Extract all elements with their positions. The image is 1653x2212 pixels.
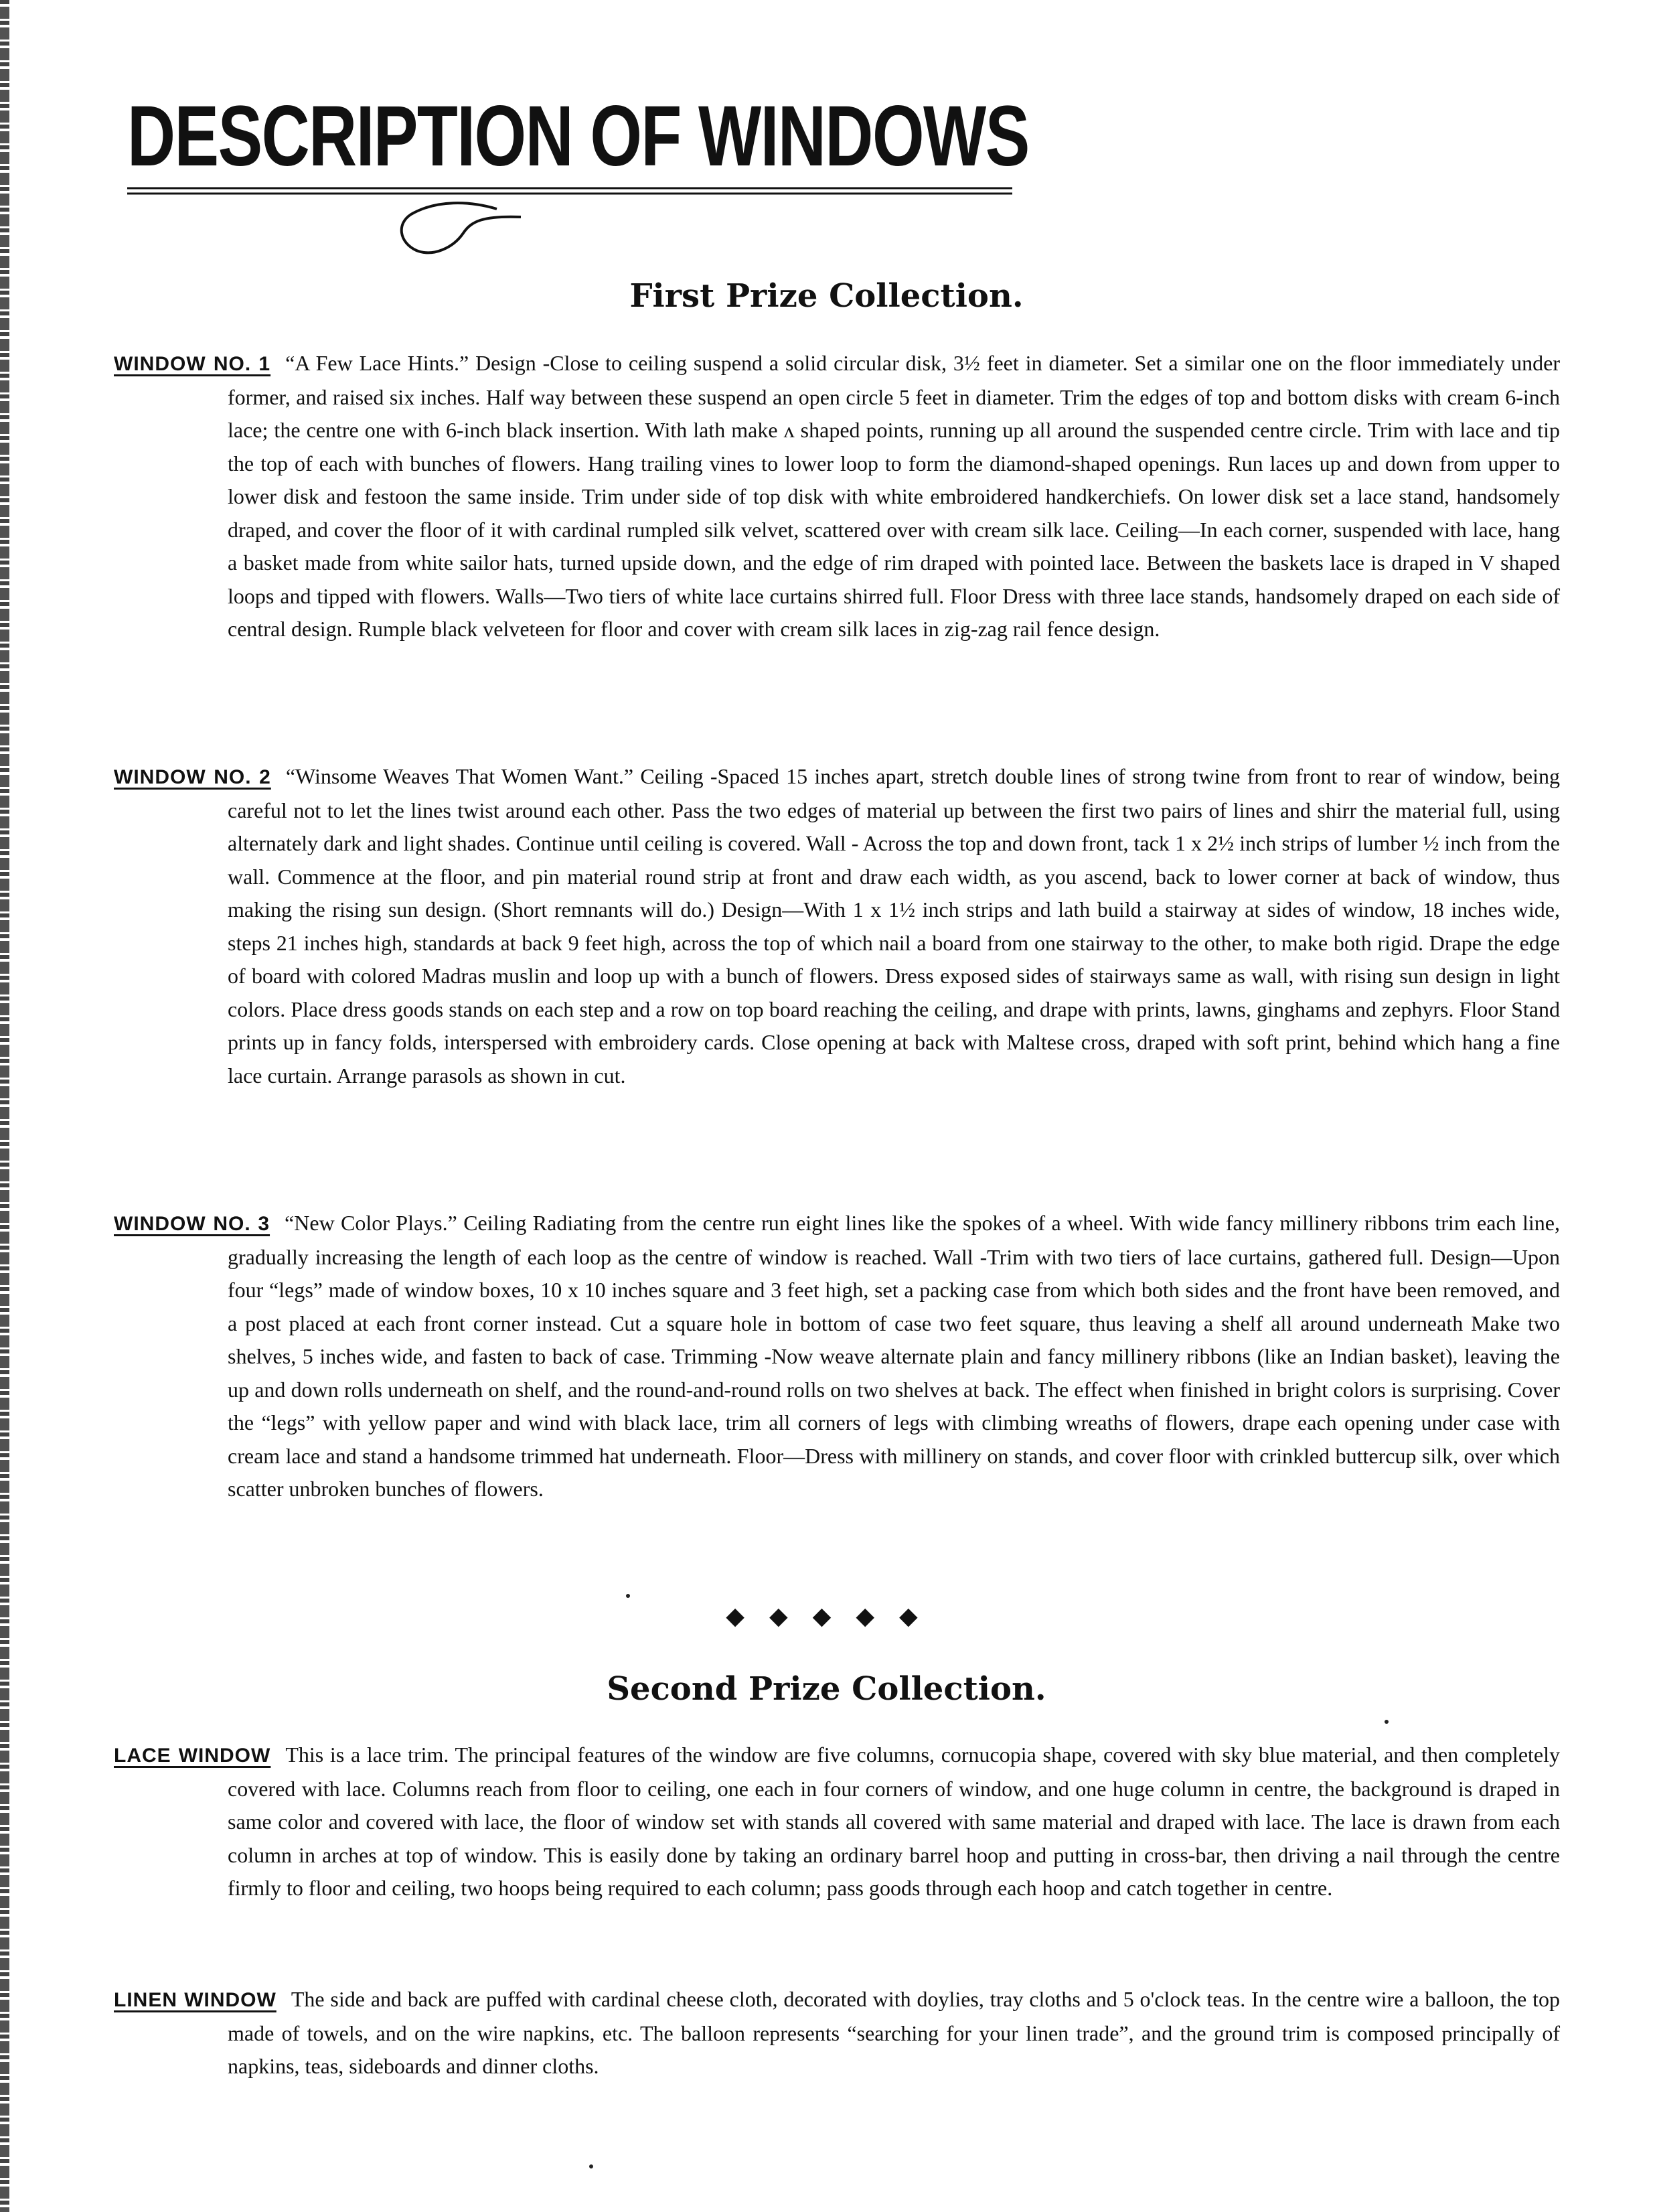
stray-dot xyxy=(589,2164,593,2168)
entry-label: WINDOW NO. 1 xyxy=(114,353,271,375)
section-heading-second-prize: Second Prize Collection. xyxy=(607,1670,1046,1708)
section-divider-ornament: ◆ ◆ ◆ ◆ ◆ xyxy=(726,1603,927,1629)
entry-label: LACE WINDOW xyxy=(114,1745,271,1767)
entry-text: This is a lace trim. The principal features of the window are five columns, cornucopia shape, covered with sky blue material, and then completely covered with lace. Columns reach from floor to ceiling, one each in four corners of window, and one huge column in centre, the background is draped in same color and covered with lace, the floor of window set with stands all covered with same material and draped with lace. The lace is drawn from each column in arches at top of window. This is easily done by taking an ordinary barrel hoop and putting in cross-bar, then driving a nail through the centre firmly to floor and ceiling, two hoops being required to each column; pass goods through each hoop and catch together in centre. xyxy=(228,1743,1561,1900)
entry-label: LINEN WINDOW xyxy=(114,1989,277,2011)
entry-label: WINDOW NO. 3 xyxy=(114,1213,270,1235)
page-title: DESCRIPTION OF WINDOWS xyxy=(127,88,1029,184)
window-entry-1 xyxy=(114,347,1560,646)
page-edge-scan-artifact xyxy=(0,0,9,2212)
window-entry-2 xyxy=(114,760,1560,1092)
entry-text: “New Color Plays.” Ceiling Radiating from the centre run eight lines like the spokes of a wheel. With wide fancy millinery ribbons trim each line, gradually increasing the length of each loop as the centre of window is reached. Wall -Trim with two tiers of lace curtains, gathered full. Design—Upon four “legs” made of window boxes, 10 x 10 inches square and 3 feet high, set a packing case from which both sides and the front have been removed, and a post placed at each front corner instead. Cut a square hole in bottom of case two feet square, thus leaving a shelf all around underneath Make two shelves, 5 inches wide, and fasten to back of case. Trimming -Now weave alternate plain and fancy millinery ribbons (like an Indian basket), leaving the up and down rolls underneath on shelf, and the round-and-round rolls on two shelves at back. The effect when finished in bright colors is surprising. Cover the “legs” with yellow paper and wind with black lace, trim all corners of legs with climbing wreaths of flowers, drape each opening under case with cream lace and stand a handsome trimmed hat underneath. Floor—Dress with millinery on stands, and cover floor with crinkled buttercup silk, over which scatter unbroken bunches of flowers. xyxy=(228,1211,1560,1501)
section-heading-first-prize: First Prize Collection. xyxy=(629,277,1024,315)
linen-window-entry xyxy=(114,1983,1560,2083)
lace-window-entry xyxy=(114,1739,1560,1905)
entry-text: The side and back are puffed with cardinal cheese cloth, decorated with doylies, tray cloths and 5 o'clock teas. In the centre wire a balloon, the top made of towels, and on the wire napkins, etc. The balloon represents “searching for your linen trade”, and the ground trim is composed principally of napkins, teas, sideboards and dinner cloths. xyxy=(228,1987,1561,2078)
flourish-ornament-icon xyxy=(396,194,524,261)
window-entry-3 xyxy=(114,1207,1560,1506)
title-underline xyxy=(127,186,1012,198)
stray-dot xyxy=(626,1594,630,1598)
entry-text: “A Few Lace Hints.” Design -Close to ceiling suspend a solid circular disk, 3½ feet in diameter. Set a similar one on the floor immediately under former, and raised six inches. Half way between these suspend an open circle 5 feet in diameter. Trim the edges of top and bottom disks with cream 6-inch lace; the centre one with 6-inch black insertion. With lath make ʌ shaped points, running up all around the suspended centre circle. Trim with lace and tip the top of each with bunches of flowers. Hang trailing vines to lower loop to form the diamond-shaped openings. Run laces up and down from upper to lower disk and festoon the same inside. Trim under side of top disk with white embroidered handkerchiefs. On lower disk set a lace stand, handsomely draped, and cover the floor of it with cardinal rumpled silk velvet, scattered over with cream silk lace. Ceiling—In each corner, suspended with lace, hang a basket made from white sailor hats, turned upside down, and the edge of rim draped with pointed lace. Between the baskets lace is draped in V shaped loops and tipped with flowers. Walls—Two tiers of white lace curtains shirred full. Floor Dress with three lace stands, handsomely draped on each side of central design. Rumple black velveteen for floor and cover with cream silk laces in zig-zag rail fence design. xyxy=(228,351,1561,641)
entry-label: WINDOW NO. 2 xyxy=(114,766,271,788)
entry-text: “Winsome Weaves That Women Want.” Ceiling -Spaced 15 inches apart, stretch double lines of strong twine from front to rear of window, being careful not to let the lines twist around each other. Pass the two edges of material up between the first two pairs of lines and shirr the material full, using alternately dark and light shades. Continue until ceiling is covered. Wall - Across the top and down front, tack 1 x 2½ inch strips of lumber ½ inch from the wall. Commence at the floor, and pin material round strip at front and draw each width, as you ascend, back to lower corner at back of window, thus making the rising sun design. (Short remnants will do.) Design—With 1 x 1½ inch strips and lath build a stairway at sides of window, 18 inches wide, steps 21 inches high, standards at back 9 feet high, across the top of which nail a board from one stairway to the other, to make both rigid. Drape the edge of board with colored Madras muslin and loop up with a bunch of flowers. Dress exposed sides of stairways same as wall, with rising sun design in light colors. Place dress goods stands on each step and a row on top board reaching the ceiling, and drape with prints, lawns, ginghams and zephyrs. Floor Stand prints up in fancy folds, interspersed with embroidery cards. Close opening at back with Maltese cross, draped with soft print, behind which hang a fine lace curtain. Arrange parasols as shown in cut. xyxy=(228,764,1560,1088)
stray-dot xyxy=(1385,1720,1389,1724)
